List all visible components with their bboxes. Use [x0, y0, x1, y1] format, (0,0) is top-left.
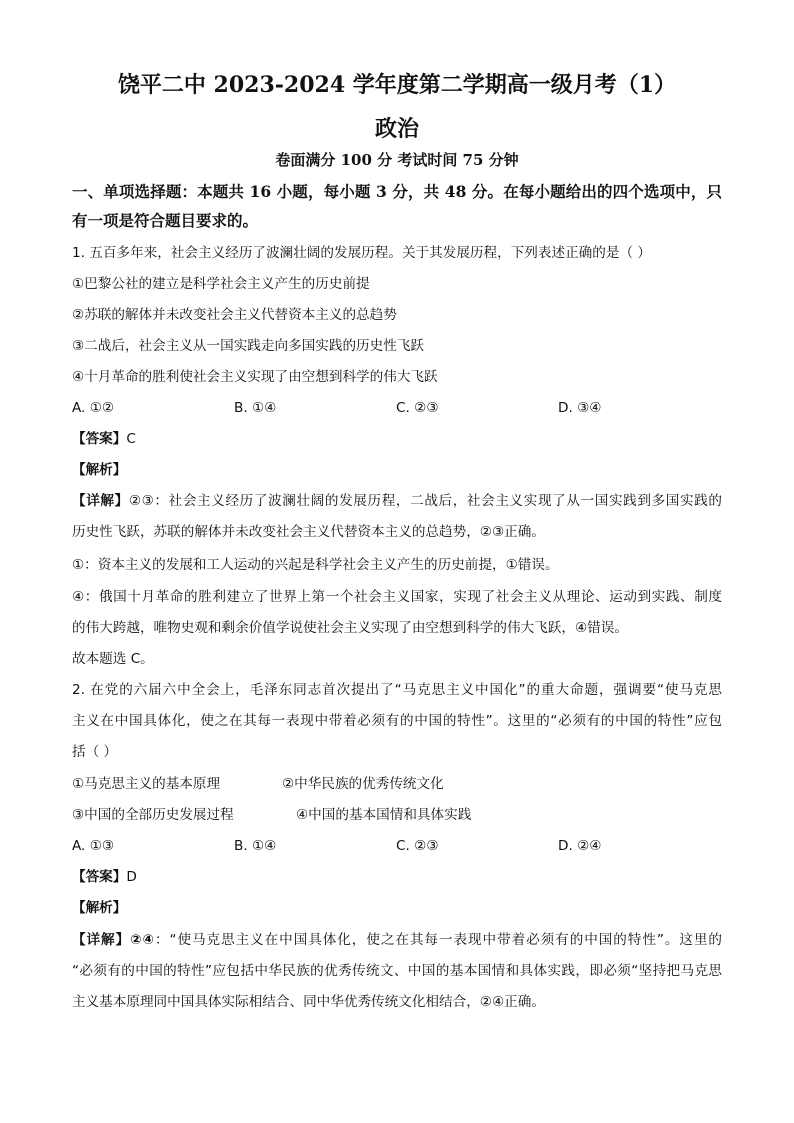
q2-stem-line2: 主义在中国具体化，使之在其每一表现中带着必须有的中国的特性”。这里的“必须有的中国的特性”应包 [72, 713, 722, 729]
q2-answer-label: 【答案】 [72, 869, 127, 885]
q1-option-a: A. ①② [72, 400, 115, 416]
q2-answer [72, 867, 137, 887]
q2-analysis-label: 【解析】 [72, 900, 127, 916]
q1-statement-2: ②苏联的解体并未改变社会主义代替资本主义的总趋势 [72, 307, 397, 323]
q1-answer-value: C [126, 431, 136, 447]
q2-answer-value: D [126, 869, 137, 885]
q1-option-d: D. ③④ [558, 400, 602, 416]
q1-answer [72, 429, 136, 449]
section-heading [72, 177, 722, 235]
q1-answer-label: 【答案】 [72, 431, 127, 447]
q1-detail-line3: ①：资本主义的发展和工人运动的兴起是科学社会主义产生的历史前提，①错误。 [72, 557, 559, 573]
q2-statement-1: ①马克思主义的基本原理 [72, 776, 221, 792]
q1-statement-3: ③二战后，社会主义从一国实践走向多国实践的历史性飞跃 [72, 338, 425, 354]
q2-detail-line1 [72, 930, 722, 950]
q2-stem-line1: 2. 在党的六届六中全会上，毛泽东同志首次提出了“马克思主义中国化”的重大命题，强调要“使马克思 [72, 682, 722, 698]
q2-statement-3: ③中国的全部历史发展过程 [72, 807, 234, 823]
section-heading-line1: 一、单项选择题：本题共 16 小题，每小题 3 分，共 48 分。在每小题给出的四个选项中，只 [72, 182, 722, 201]
exam-title: 饶平二中 2023-2024 学年度第二学期高一级月考（1） [117, 72, 677, 98]
q1-detail-line1 [72, 491, 722, 511]
subject-title: 政治 [374, 116, 419, 142]
q1-detail-text1: ②③：社会主义经历了波澜壮阔的发展历程，二战后，社会主义实现了从一国实践到多国实践的 [128, 493, 723, 509]
q2-analysis [72, 898, 126, 918]
section-heading-line2: 有一项是符合题目要求的。 [72, 211, 259, 230]
q1-option-b: B. ①④ [234, 400, 277, 416]
q1-analysis-label: 【解析】 [72, 462, 127, 478]
q2-option-d: D. ②④ [558, 838, 602, 854]
q1-statement-4: ④十月革命的胜利使社会主义实现了由空想到科学的伟大飞跃 [72, 369, 438, 385]
q1-detail-label: 【详解】 [72, 493, 129, 509]
q1-analysis [72, 460, 126, 480]
q2-detail-line3: 主义基本原理同中国具体实际相结合、同中华优秀传统文化相结合，②④正确。 [72, 994, 545, 1010]
q2-detail-label: 【详解】 [72, 932, 131, 948]
q2-option-b: B. ①④ [234, 838, 277, 854]
q1-statement-1: ①巴黎公社的建立是科学社会主义产生的历史前提 [72, 276, 370, 292]
q1-stem: 1. 五百多年来，社会主义经历了波澜壮阔的发展历程。关于其发展历程，下列表述正确的是（ ） [72, 245, 651, 261]
q2-statement-2: ②中华民族的优秀传统文化 [282, 776, 444, 792]
q2-statement-4: ④中国的基本国情和具体实践 [296, 807, 472, 823]
q2-stem-line3: 括（ ） [72, 744, 118, 760]
q2-option-a: A. ①③ [72, 838, 115, 854]
q1-option-c: C. ②③ [396, 400, 439, 416]
q2-detail-text1: ：“使马克思主义在中国具体化，使之在其每一表现中带着必须有的中国的特性”。这里的 [155, 932, 722, 948]
q1-detail-line4: ④：俄国十月革命的胜利建立了世界上第一个社会主义国家，实现了社会主义从理论、运动到实践、制度 [72, 589, 722, 605]
q1-detail-line5: 的伟大跨越，唯物史观和剩余价值学说使社会主义实现了由空想到科学的伟大飞跃，④错误。 [72, 620, 628, 636]
q2-detail-prefix: ②④ [130, 932, 155, 948]
q2-option-c: C. ②③ [396, 838, 439, 854]
q1-detail-line2: 历史性飞跃，苏联的解体并未改变社会主义代替资本主义的总趋势，②③正确。 [72, 524, 545, 540]
q1-detail-line6: 故本题选 C。 [72, 651, 154, 667]
q2-detail-line2: “必须有的中国的特性”应包括中华民族的优秀传统文、中国的基本国情和具体实践，即必须“坚持把马克思 [72, 963, 722, 979]
exam-info: 卷面满分 100 分 考试时间 75 分钟 [275, 151, 519, 169]
